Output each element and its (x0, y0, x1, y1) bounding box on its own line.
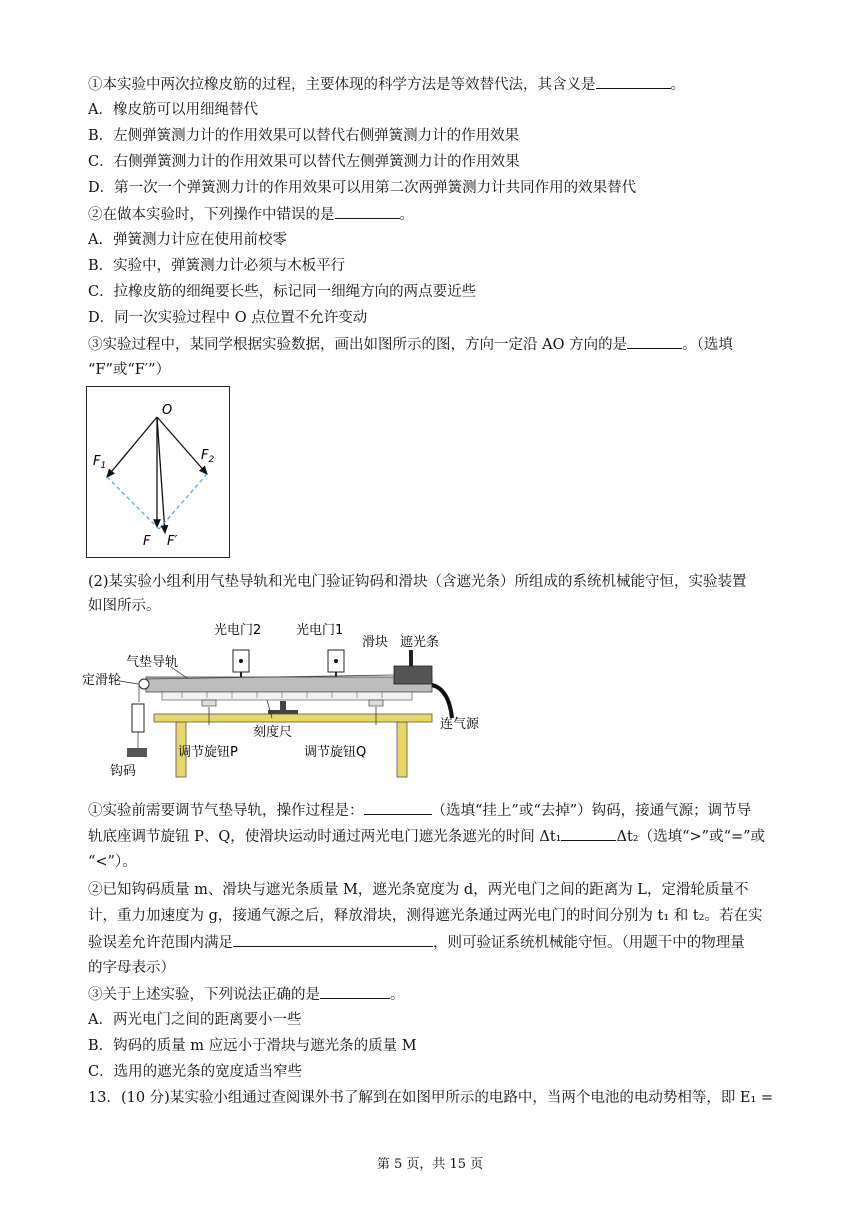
label-weight: 钩码 (110, 764, 137, 779)
option-line: D．同一次实验过程中 O 点位置不允许变动 (88, 310, 368, 326)
answer-blank (596, 74, 671, 89)
hook-weight (127, 748, 147, 757)
text-line: ①实验前需要调节气垫导轨，操作过程是： （选填“挂上”或“去掉”）钩码，接通气源；调节导 (88, 800, 751, 821)
option-line: A．两光电门之间的距离要小一些 (88, 1012, 302, 1028)
option-line: C．拉橡皮筋的细绳要长些，标记同一细绳方向的两点要近些 (88, 284, 477, 300)
option-line: A．橡皮筋可以用细绳替代 (88, 102, 258, 118)
answer-blank (335, 204, 400, 219)
label-f2: $F_2$ (201, 448, 215, 465)
label-o: O (162, 403, 173, 418)
text-line: ②在做本实验时，下列操作中错误的是 。 (88, 204, 414, 225)
f1-arrow (107, 417, 157, 477)
label-rail: 气垫导轨 (126, 655, 179, 670)
text-line: (2)某实验小组利用气垫导轨和光电门验证钩码和滑块（含遮光条）所组成的系统机械能守恒，实验装置 (88, 574, 747, 590)
label-knob-p: 调节旋钮P (178, 745, 238, 760)
page-footer: 第 5 页，共 15 页 (376, 1157, 484, 1172)
text-line: ③实验过程中，某同学根据实验数据，画出如图所示的图，方向一定沿 AO 方向的是 。（选填 (88, 334, 733, 355)
label-knob-q: 调节旋钮Q (304, 745, 367, 760)
text-line: ②已知钩码质量 m、滑块与遮光条质量 M，遮光条宽度为 d，两光电门之间的距离为 L，定滑轮质量不 (88, 882, 749, 898)
slider-block (394, 666, 432, 684)
label-fprime: F′ (167, 534, 178, 549)
text-line: 13．(10 分)某实验小组通过查阅课外书了解到在如图甲所示的电路中，当两个电池的电动势相等，即 E₁ = (88, 1090, 774, 1106)
weight-spring (132, 704, 144, 732)
air-track-diagram (82, 612, 502, 782)
label-ruler: 刻度尺 (253, 725, 293, 740)
label-gate1: 光电门1 (296, 623, 344, 638)
option-line: D．第一次一个弹簧测力计的作用效果可以用第二次两弹簧测力计共同作用的效果替代 (88, 180, 637, 196)
answer-blank (561, 826, 616, 841)
pulley (139, 679, 149, 689)
text-line: 验误差允许范围内满足 ，则可验证系统机械能守恒。（用题干中的物理量 (88, 932, 745, 953)
air-hose (432, 685, 452, 718)
ruler-scale (162, 692, 412, 700)
answer-blank (627, 334, 682, 349)
label-f: F (143, 534, 151, 549)
text-line: 的字母表示） (88, 960, 175, 976)
text-line: “F”或“F′”） (88, 362, 171, 378)
option-line: C．选用的遮光条的宽度适当窄些 (88, 1064, 303, 1080)
label-f1: $F_1$ (93, 454, 107, 471)
option-line: C．右侧弹簧测力计的作用效果可以替代左侧弹簧测力计的作用效果 (88, 154, 520, 170)
option-line: B．左侧弹簧测力计的作用效果可以替代右侧弹簧测力计的作用效果 (88, 128, 520, 144)
label-pulley: 定滑轮 (82, 673, 122, 688)
shade-strip (409, 650, 413, 666)
text-line: 如图所示。 (88, 598, 161, 614)
fprime-arrow (157, 417, 165, 533)
text-line: ③关于上述实验，下列说法正确的是 。 (88, 984, 405, 1005)
force-diagram (86, 386, 230, 558)
answer-blank (320, 984, 390, 999)
answer-blank (364, 800, 432, 815)
label-slider: 滑块 (362, 635, 389, 650)
text-line: ①本实验中两次拉橡皮筋的过程，主要体现的科学方法是等效替代法，其含义是 。 (88, 74, 685, 95)
label-shade: 遮光条 (400, 635, 440, 650)
dashed-line (107, 477, 159, 529)
option-line: B．实验中，弹簧测力计必须与木板平行 (88, 258, 346, 274)
f2-arrow (157, 417, 207, 474)
answer-blank (233, 932, 433, 947)
label-air: 连气源 (440, 717, 480, 732)
text-line: 计，重力加速度为 g，接通气源之后，释放滑块，测得遮光条通过两光电门的时间分别为 t₁ 和 t₂。若在实 (88, 908, 763, 924)
option-line: B．钩码的质量 m 应远小于滑块与遮光条的质量 M (88, 1038, 417, 1054)
label-gate2: 光电门2 (214, 623, 262, 638)
text-line: “<”）。 (88, 854, 137, 870)
air-rail (146, 677, 432, 692)
option-line: A．弹簧测力计应在使用前校零 (88, 232, 287, 248)
dashed-line (159, 474, 207, 529)
text-line: 轨底座调节旋钮 P、Q，使滑块运动时通过两光电门遮光条遮光的时间 Δt₁ Δt₂（选填“>”或“=”或 (88, 826, 765, 847)
